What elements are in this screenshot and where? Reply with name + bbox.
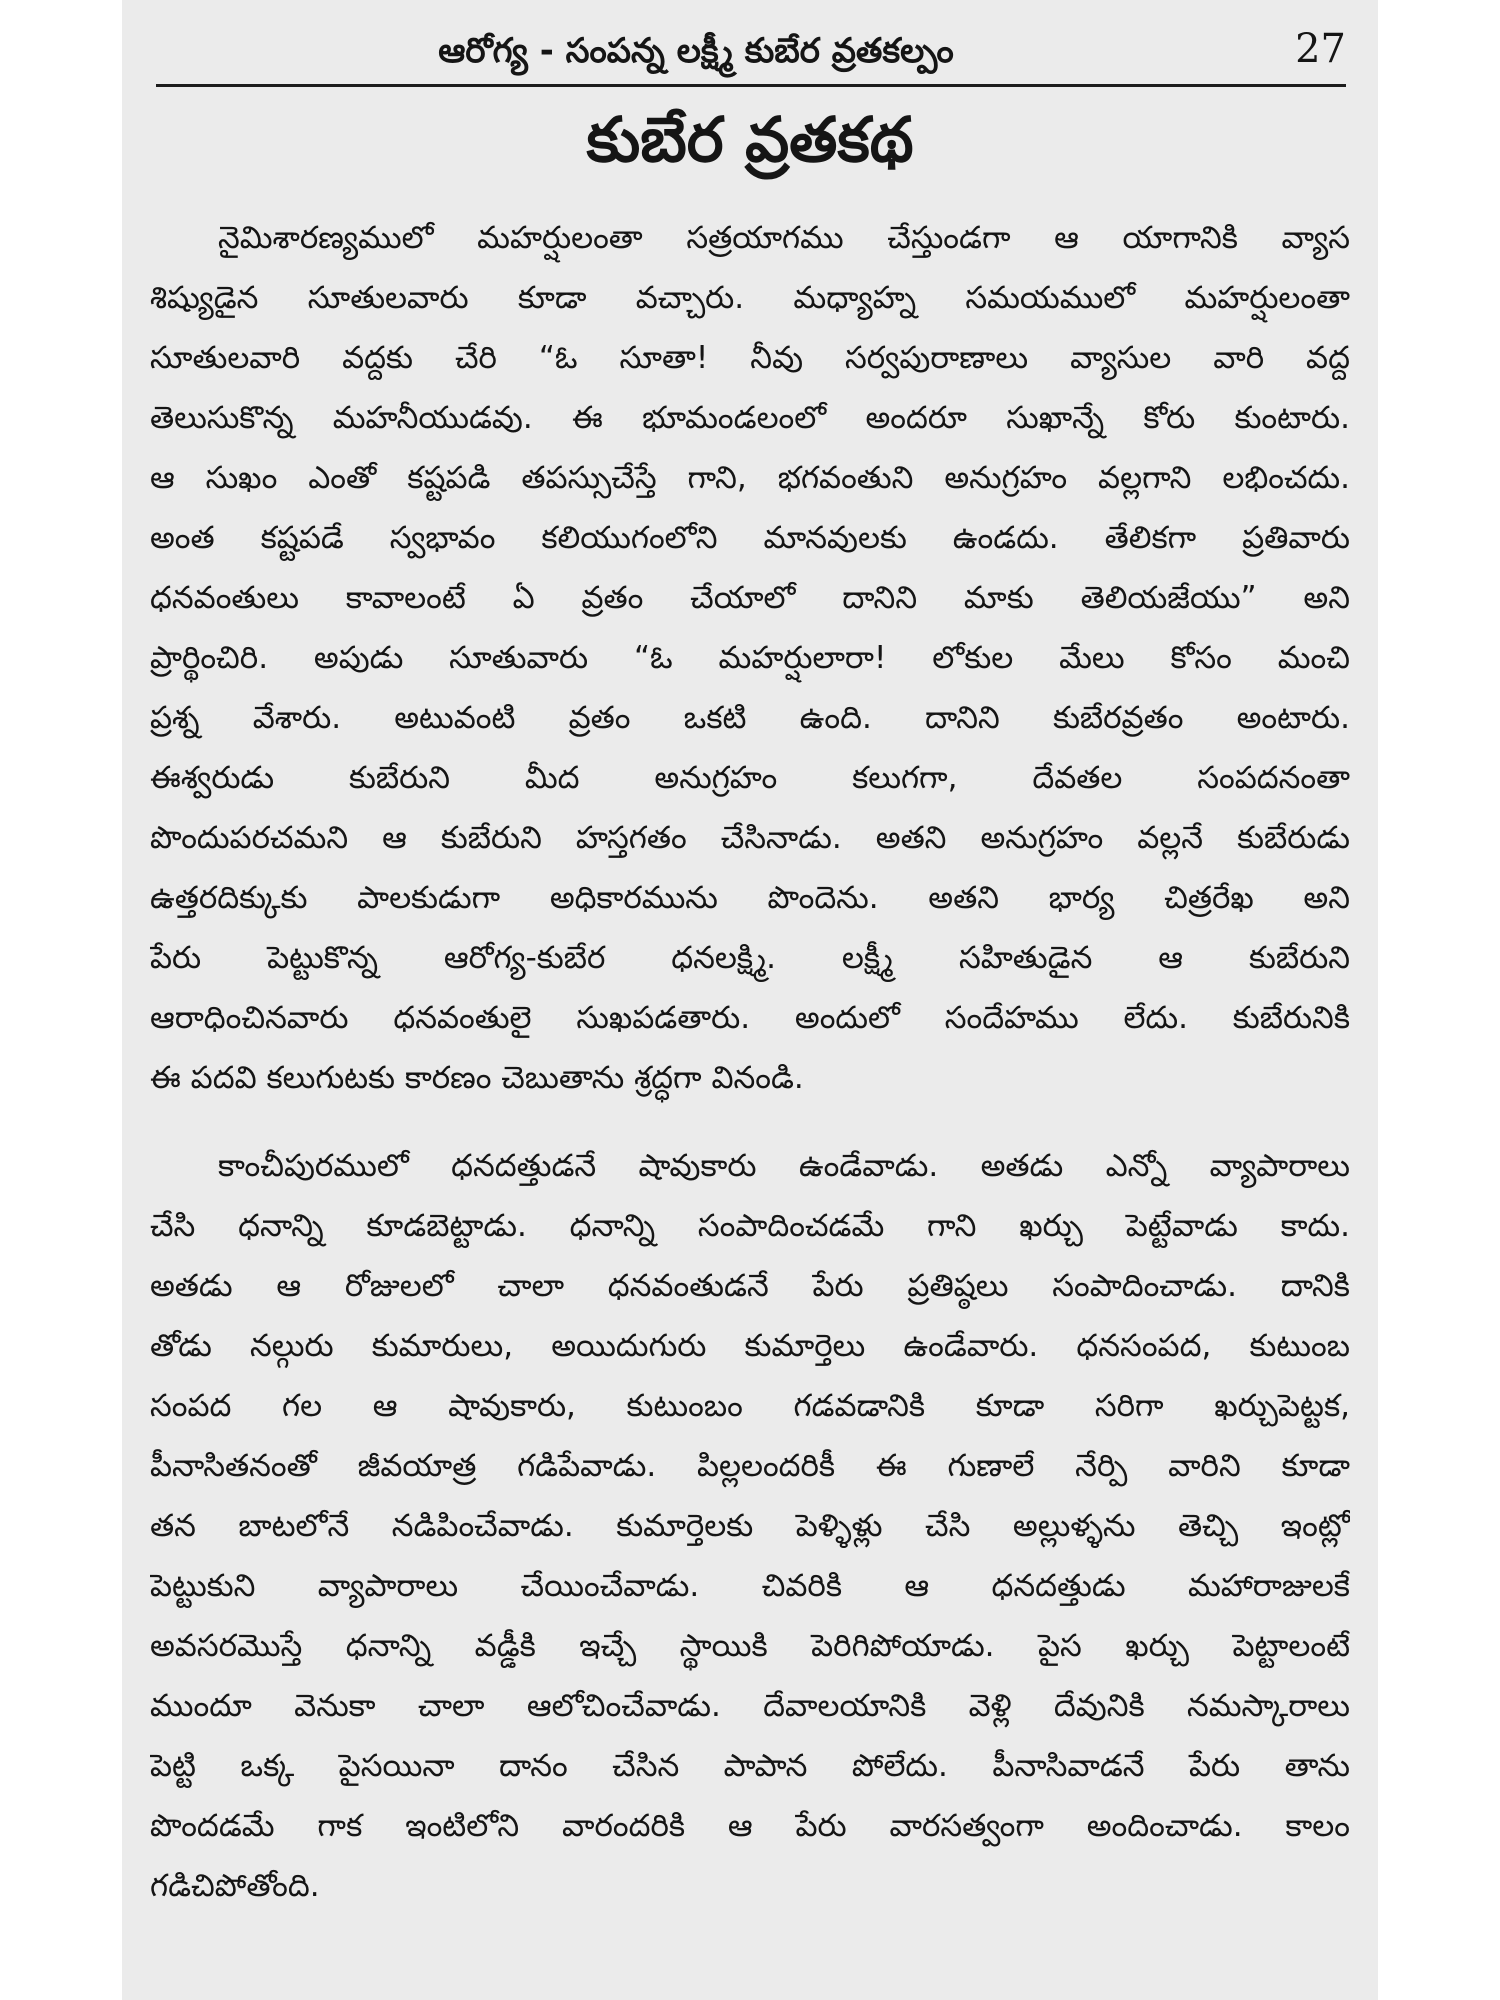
text-line: తన బాటలోనే నడిపించేవాడు. కుమార్తెలకు పెళ్ళిళ్లు చేసి అల్లుళ్ళను తెచ్చి ఇంట్లో	[150, 1508, 1350, 1544]
text-line: తెలుసుకొన్న మహనీయుడవు. ఈ భూమండలంలో అందరూ సుఖాన్నే కోరు కుంటారు.	[150, 400, 1350, 436]
text-line: కాంచీపురములో ధనదత్తుడనే షావుకారు ఉండేవాడు. అతడు ఎన్నో వ్యాపారాలు	[218, 1148, 1350, 1184]
book-page	[122, 0, 1378, 2000]
text-line: సంపద గల ఆ షావుకారు, కుటుంబం గడవడానికి కూడా సరిగా ఖర్చుపెట్టక,	[150, 1388, 1350, 1424]
text-line: ప్రార్థించిరి. అపుడు సూతువారు “ఓ మహర్షులారా! లోకుల మేలు కోసం మంచి	[150, 640, 1350, 676]
text-line: ఆ సుఖం ఎంతో కష్టపడి తపస్సుచేస్తే గాని, భగవంతుని అనుగ్రహం వల్లగాని లభించదు.	[150, 460, 1350, 496]
text-line: ఆరాధించినవారు ధనవంతులై సుఖపడతారు. అందులో సందేహము లేదు. కుబేరునికి	[150, 1000, 1350, 1036]
text-line: పొందుపరచమని ఆ కుబేరుని హస్తగతం చేసినాడు. అతని అనుగ్రహం వల్లనే కుబేరుడు	[150, 820, 1350, 856]
paragraph	[150, 208, 1350, 1108]
text-line: ధనవంతులు కావాలంటే ఏ వ్రతం చేయాలో దానిని మాకు తెలియజేయు” అని	[150, 580, 1350, 616]
body-text	[150, 208, 1350, 1916]
text-line: గడిచిపోతోంది.	[150, 1868, 320, 1904]
text-line: తోడు నల్గురు కుమారులు, అయిదుగురు కుమార్తెలు ఉండేవారు. ధనసంపద, కుటుంబ	[150, 1328, 1350, 1364]
text-line: ముందూ వెనుకా చాలా ఆలోచించేవాడు. దేవాలయానికి వెళ్లి దేవునికి నమస్కారాలు	[150, 1688, 1350, 1724]
text-line: ఈ పదవి కలుగుటకు కారణం చెబుతాను శ్రద్ధగా వినండి.	[150, 1060, 804, 1096]
text-line: పీనాసితనంతో జీవయాత్ర గడిపేవాడు. పిల్లలందరికీ ఈ గుణాలే నేర్పి వారిని కూడా	[150, 1448, 1350, 1484]
text-line: పెట్టి ఒక్క పైసయినా దానం చేసిన పాపాన పోలేదు. పీనాసివాడనే పేరు తాను	[150, 1748, 1350, 1784]
text-line: నైమిశారణ్యములో మహర్షులంతా సత్రయాగము చేస్తుండగా ఆ యాగానికి వ్యాస	[218, 220, 1350, 256]
text-line: అవసరమొస్తే ధనాన్ని వడ్డీకి ఇచ్చే స్థాయికి పెరిగిపోయాడు. పైస ఖర్చు పెట్టాలంటే	[150, 1628, 1350, 1664]
text-line: పెట్టుకుని వ్యాపారాలు చేయించేవాడు. చివరికి ఆ ధనదత్తుడు మహారాజులకే	[150, 1568, 1350, 1604]
running-header	[156, 18, 1346, 84]
text-line: అతడు ఆ రోజులలో చాలా ధనవంతుడనే పేరు ప్రతిష్ఠలు సంపాదించాడు. దానికి	[150, 1268, 1350, 1304]
header-divider	[156, 84, 1346, 87]
text-line: అంత కష్టపడే స్వభావం కలియుగంలోని మానవులకు ఉండదు. తేలికగా ప్రతివారు	[150, 520, 1350, 556]
text-line: ప్రశ్న వేశారు. అటువంటి వ్రతం ఒకటి ఉంది. దానిని కుబేరవ్రతం అంటారు.	[150, 700, 1350, 736]
text-line: ఈశ్వరుడు కుబేరుని మీద అనుగ్రహం కలుగగా, దేవతల సంపదనంతా	[150, 760, 1350, 796]
text-line: ఉత్తరదిక్కుకు పాలకుడుగా అధికారమును పొందెను. అతని భార్య చిత్రరేఖ అని	[150, 880, 1350, 916]
chapter-title: కుబేర వ్రతకథ	[586, 103, 914, 176]
text-line: సూతులవారి వద్దకు చేరి “ఓ సూతా! నీవు సర్వపురాణాలు వ్యాసుల వారి వద్ద	[150, 340, 1350, 376]
text-line: శిష్యుడైన సూతులవారు కూడా వచ్చారు. మధ్యాహ్న సమయములో మహర్షులంతా	[150, 280, 1350, 316]
page-number: 27	[1295, 26, 1346, 72]
paragraph	[150, 1136, 1350, 1916]
text-line: పేరు పెట్టుకొన్న ఆరోగ్య-కుబేర ధనలక్ష్మి. లక్ష్మీ సహితుడైన ఆ కుబేరుని	[150, 940, 1350, 976]
running-title: ఆరోగ్య - సంపన్న లక్ష్మీ కుబేర వ్రతకల్పం	[438, 31, 954, 71]
text-line: పొందడమే గాక ఇంటిలోని వారందరికి ఆ పేరు వారసత్వంగా అందించాడు. కాలం	[150, 1808, 1350, 1844]
text-line: చేసి ధనాన్ని కూడబెట్టాడు. ధనాన్ని సంపాదించడమే గాని ఖర్చు పెట్టేవాడు కాదు.	[150, 1208, 1350, 1244]
